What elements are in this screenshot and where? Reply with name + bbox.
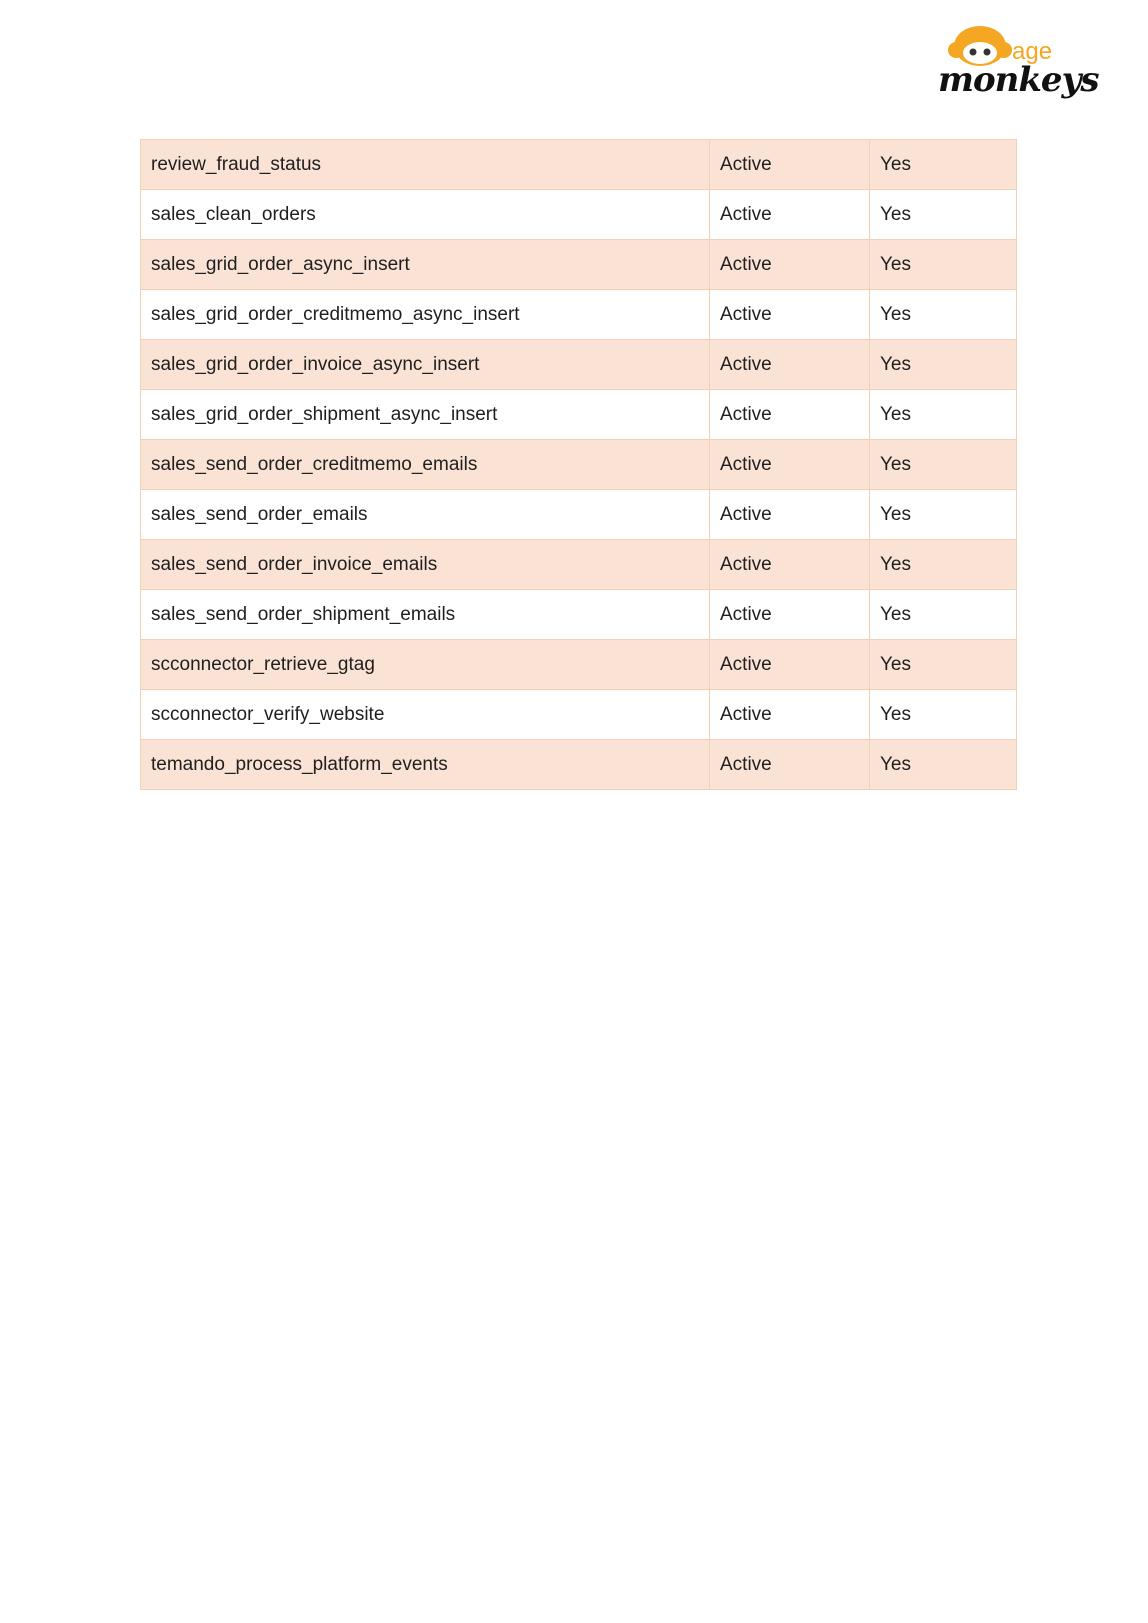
table-row (141, 540, 1017, 590)
table-row (141, 690, 1017, 740)
job-name-cell: sales_grid_order_shipment_async_insert (141, 390, 710, 440)
table-row (141, 440, 1017, 490)
job-name-cell: sales_grid_order_creditmemo_async_insert (141, 290, 710, 340)
enabled-cell: Yes (870, 540, 1017, 590)
table-row (141, 640, 1017, 690)
status-cell: Active (710, 340, 870, 390)
job-name-cell: sales_send_order_shipment_emails (141, 590, 710, 640)
status-cell: Active (710, 540, 870, 590)
status-cell: Active (710, 690, 870, 740)
job-name-cell: scconnector_retrieve_gtag (141, 640, 710, 690)
logo-text-age: age (1012, 38, 1053, 65)
status-cell: Active (710, 590, 870, 640)
status-cell: Active (710, 190, 870, 240)
table-body (141, 140, 1017, 790)
job-name-cell: sales_grid_order_invoice_async_insert (141, 340, 710, 390)
table-row (141, 190, 1017, 240)
job-name-cell: sales_send_order_invoice_emails (141, 540, 710, 590)
table-row (141, 740, 1017, 790)
table-row (141, 490, 1017, 540)
job-name-cell: sales_send_order_creditmemo_emails (141, 440, 710, 490)
status-cell: Active (710, 740, 870, 790)
job-name-cell: sales_send_order_emails (141, 490, 710, 540)
table-row (141, 140, 1017, 190)
job-name-cell: temando_process_platform_events (141, 740, 710, 790)
job-name-cell: sales_grid_order_async_insert (141, 240, 710, 290)
job-name-cell: review_fraud_status (141, 140, 710, 190)
job-name-cell: sales_clean_orders (141, 190, 710, 240)
enabled-cell: Yes (870, 240, 1017, 290)
table-row (141, 240, 1017, 290)
enabled-cell: Yes (870, 340, 1017, 390)
logo-text-monkeys: monkeys (938, 60, 1099, 100)
enabled-cell: Yes (870, 490, 1017, 540)
enabled-cell: Yes (870, 390, 1017, 440)
status-cell: Active (710, 140, 870, 190)
enabled-cell: Yes (870, 740, 1017, 790)
enabled-cell: Yes (870, 640, 1017, 690)
enabled-cell: Yes (870, 190, 1017, 240)
cron-jobs-table (140, 139, 1017, 790)
enabled-cell: Yes (870, 290, 1017, 340)
enabled-cell: Yes (870, 440, 1017, 490)
table-row (141, 340, 1017, 390)
job-name-cell: scconnector_verify_website (141, 690, 710, 740)
table-row (141, 290, 1017, 340)
status-cell: Active (710, 440, 870, 490)
enabled-cell: Yes (870, 690, 1017, 740)
table-row (141, 590, 1017, 640)
status-cell: Active (710, 240, 870, 290)
table-row (141, 390, 1017, 440)
enabled-cell: Yes (870, 590, 1017, 640)
status-cell: Active (710, 390, 870, 440)
status-cell: Active (710, 490, 870, 540)
age-monkeys-logo (936, 24, 1099, 119)
status-cell: Active (710, 640, 870, 690)
enabled-cell: Yes (870, 140, 1017, 190)
status-cell: Active (710, 290, 870, 340)
